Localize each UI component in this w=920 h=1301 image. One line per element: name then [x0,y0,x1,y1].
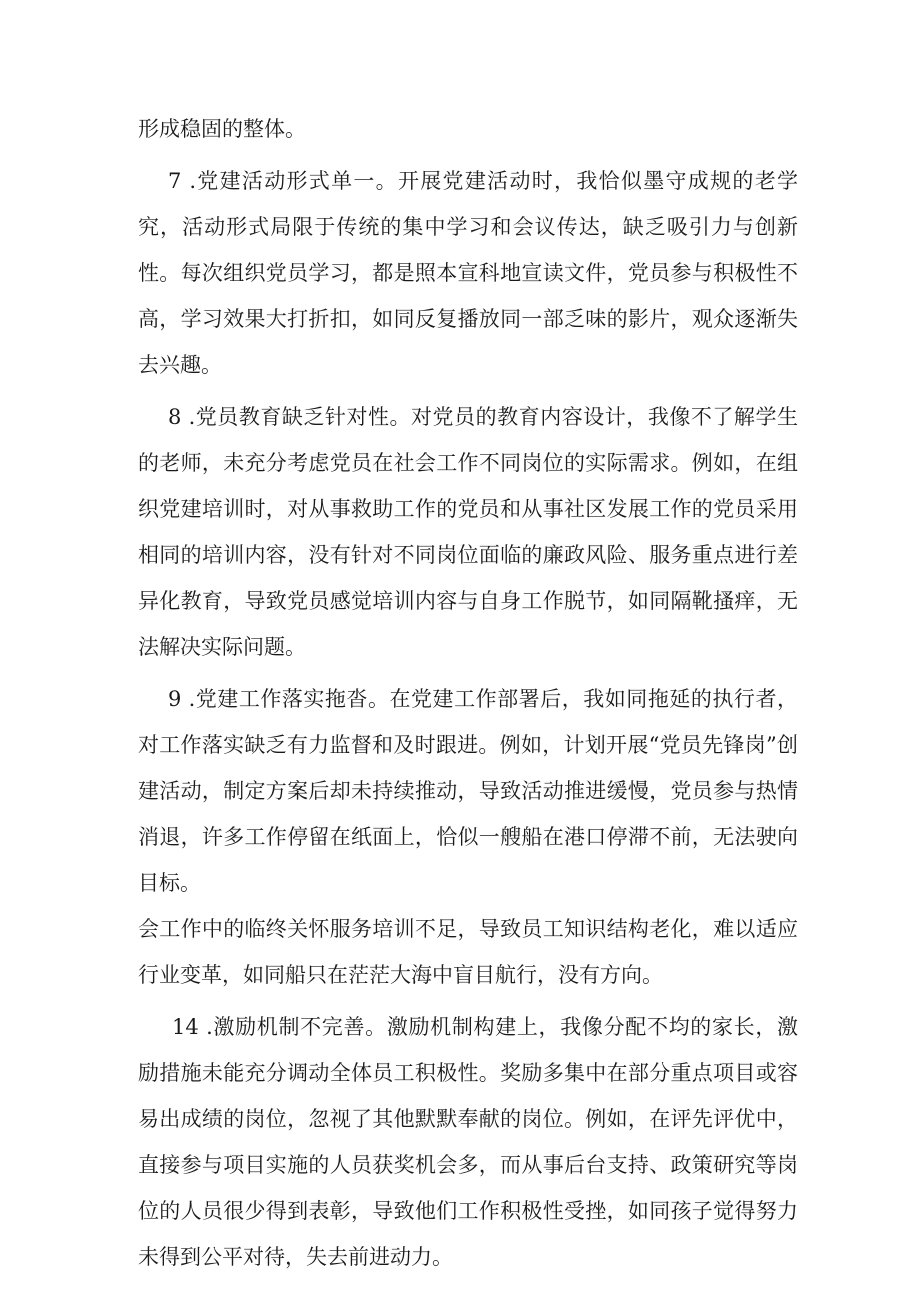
document-body [138,106,798,1280]
paragraph-item-9: 9 .党建工作落实拖沓。在党建工作部署后，我如同拖延的执行者，对工作落实缺乏有力监督和及时跟进。例如，计划开展“党员先锋岗”创建活动，制定方案后却未持续推动，导致活动推进缓慢，党员参与热情消退，许多工作停留在纸面上，恰似一艘船在港口停滞不前，无法驶向目标。 [138,687,798,895]
paragraph-fragment: 会工作中的临终关怀服务培训不足，导致员工知识结构老化，难以适应行业变革，如同船只在茫茫大海中盲目航行，没有方向。 [138,917,798,987]
paragraph-item-7: 7 .党建活动形式单一。开展党建活动时，我恰似墨守成规的老学究，活动形式局限于传统的集中学习和会议传达，缺乏吸引力与创新性。每次组织党员学习，都是照本宣科地宣读文件，党员参与积极性不高，学习效果大打折扣，如同反复播放同一部乏味的影片，观众逐渐失去兴趣。 [138,169,798,377]
paragraph-item-14: 14 .激励机制不完善。激励机制构建上，我像分配不均的家长，激励措施未能充分调动全体员工积极性。奖励多集中在部分重点项目或容易出成绩的岗位，忽视了其他默默奉献的岗位。例如，在评先评优中，直接参与项目实施的人员获奖机会多，而从事后台支持、政策研究等岗位的人员很少得到表彰，导致他们工作积极性受挫，如同孩子觉得努力未得到公平对待，失去前进动力。 [138,1015,798,1269]
paragraph-item-8: 8 .党员教育缺乏针对性。对党员的教育内容设计，我像不了解学生的老师，未充分考虑党员在社会工作不同岗位的实际需求。例如，在组织党建培训时，对从事救助工作的党员和从事社区发展工作的党员采用相同的培训内容，没有针对不同岗位面临的廉政风险、服务重点进行差异化教育，导致党员感觉培训内容与自身工作脱节，如同隔靴搔痒，无法解决实际问题。 [138,405,798,659]
paragraph-continuation: 形成稳固的整体。 [138,117,306,141]
